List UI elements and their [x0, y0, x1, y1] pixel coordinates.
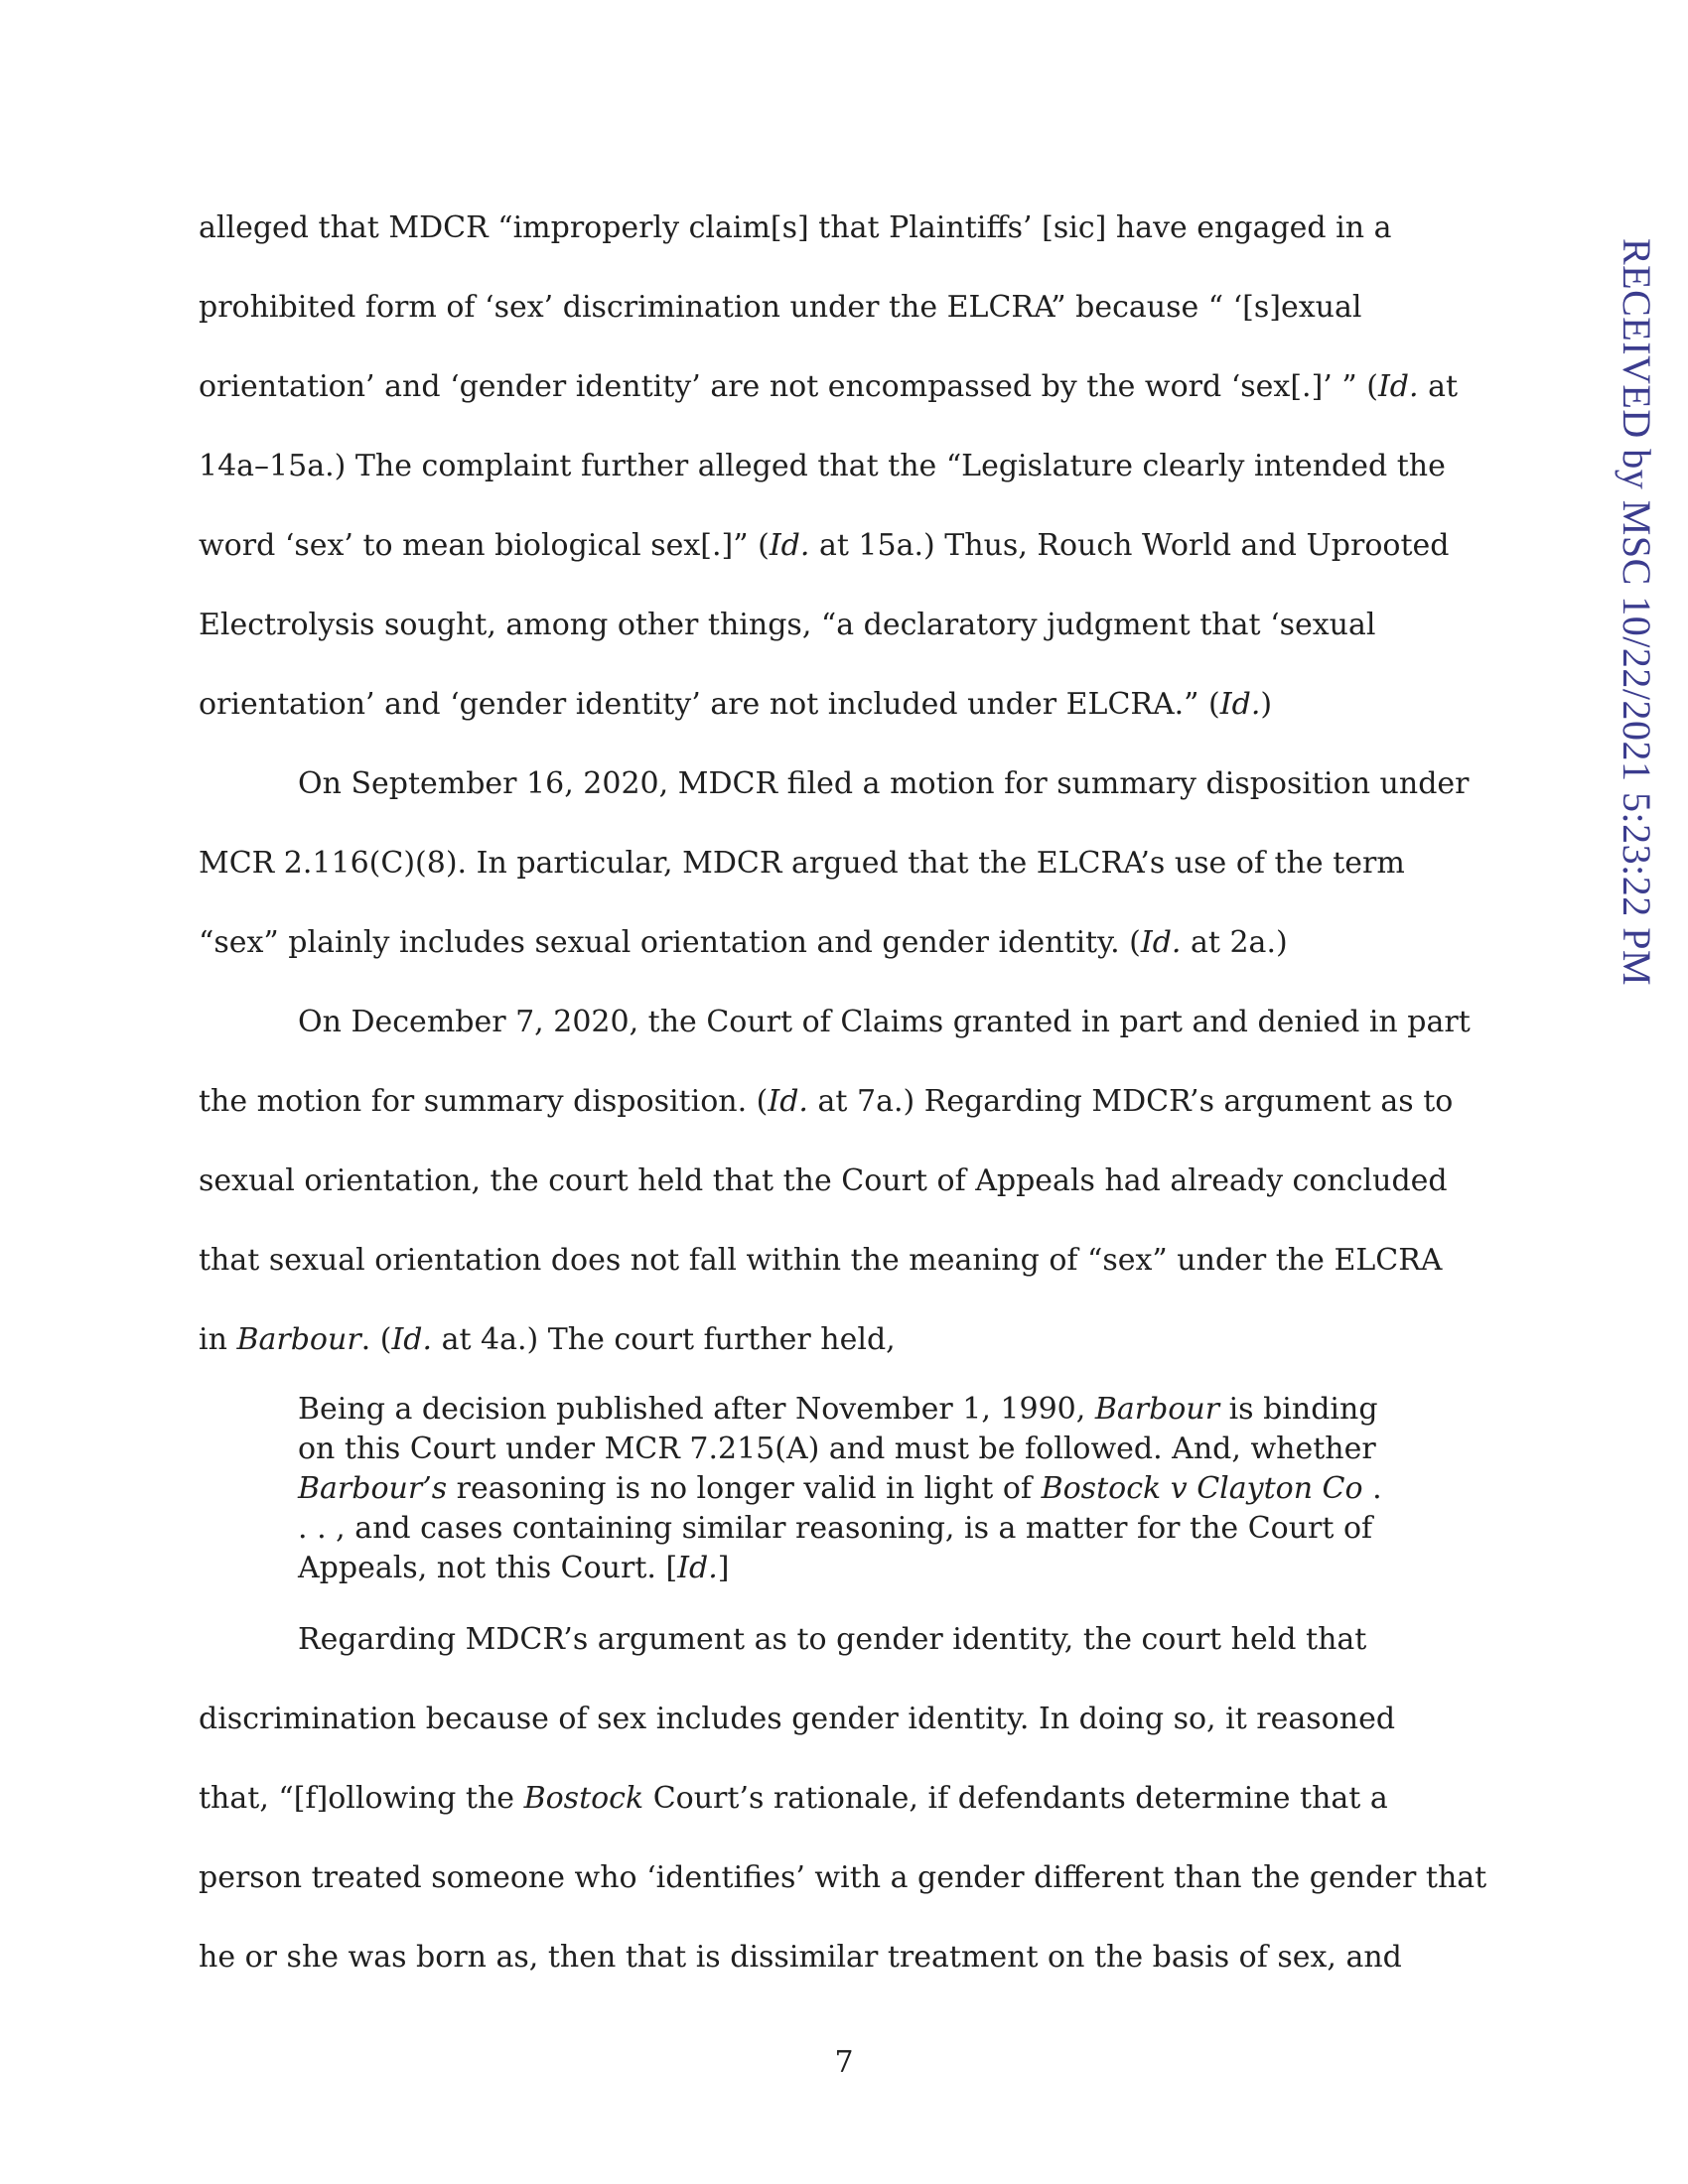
text-line: orientation’ and ‘gender identity’ are not encompassed by the word ‘sex[.]’ ” (Id. at: [199, 369, 1459, 404]
document-body: [199, 189, 1509, 1997]
text-line: MCR 2.116(C)(8). In particular, MDCR argued that the ELCRA’s use of the term: [199, 846, 1405, 881]
paragraph-complaint-allegations: [199, 189, 1509, 745]
received-stamp: RECEIVED by MSC 10/22/2021 5:23:22 PM: [1615, 238, 1659, 987]
text-line: prohibited form of ‘sex’ discrimination under the ELCRA” because “ ‘[s]exual: [199, 290, 1362, 325]
text-line: On December 7, 2020, the Court of Claims granted in part and denied in part: [298, 1005, 1471, 1039]
text-line: that sexual orientation does not fall within the meaning of “sex” under the ELCRA: [199, 1243, 1443, 1278]
quote-line: . . , and cases containing similar reasoning, is a matter for the Court of: [298, 1511, 1373, 1546]
text-line: person treated someone who ‘identifies’ with a gender different than the gender that: [199, 1860, 1487, 1895]
quote-line: Barbour’s reasoning is no longer valid in light of Bostock v Clayton Co .: [298, 1471, 1382, 1506]
block-quote: [298, 1390, 1509, 1588]
text-line: that, “[f]ollowing the Bostock Court’s rationale, if defendants determine that a: [199, 1781, 1388, 1816]
paragraph-court-of-claims-ruling: [199, 983, 1509, 1380]
text-line: “sex” plainly includes sexual orientation and gender identity. (Id. at 2a.): [199, 925, 1288, 960]
text-line: 14a–15a.) The complaint further alleged that the “Legislature clearly intended the: [199, 449, 1446, 483]
quote-line: Being a decision published after November 1, 1990, Barbour is binding: [298, 1392, 1378, 1427]
paragraph-gender-identity: [199, 1600, 1509, 1997]
text-line: orientation’ and ‘gender identity’ are not included under ELCRA.” (Id.): [199, 687, 1273, 722]
paragraph-motion-filed: [199, 745, 1509, 983]
text-line: in Barbour. (Id. at 4a.) The court further held,: [199, 1322, 896, 1357]
quote-line: on this Court under MCR 7.215(A) and must be followed. And, whether: [298, 1432, 1376, 1466]
text-line: discrimination because of sex includes gender identity. In doing so, it reasoned: [199, 1702, 1396, 1736]
text-line: sexual orientation, the court held that the Court of Appeals had already concluded: [199, 1163, 1448, 1198]
text-line: he or she was born as, then that is dissimilar treatment on the basis of sex, and: [199, 1940, 1402, 1975]
text-line: Electrolysis sought, among other things, “a declaratory judgment that ‘sexual: [199, 608, 1376, 642]
quote-line: Appeals, not this Court. [Id.]: [298, 1551, 730, 1585]
text-line: Regarding MDCR’s argument as to gender identity, the court held that: [298, 1622, 1367, 1657]
text-line: the motion for summary disposition. (Id. at 7a.) Regarding MDCR’s argument as to: [199, 1084, 1454, 1119]
text-line: word ‘sex’ to mean biological sex[.]” (Id. at 15a.) Thus, Rouch World and Uprooted: [199, 528, 1450, 563]
text-line: On September 16, 2020, MDCR filed a motion for summary disposition under: [298, 766, 1470, 801]
text-line: alleged that MDCR “improperly claim[s] that Plaintiffs’ [sic] have engaged in a: [199, 210, 1392, 245]
page-number: 7: [834, 2045, 854, 2080]
